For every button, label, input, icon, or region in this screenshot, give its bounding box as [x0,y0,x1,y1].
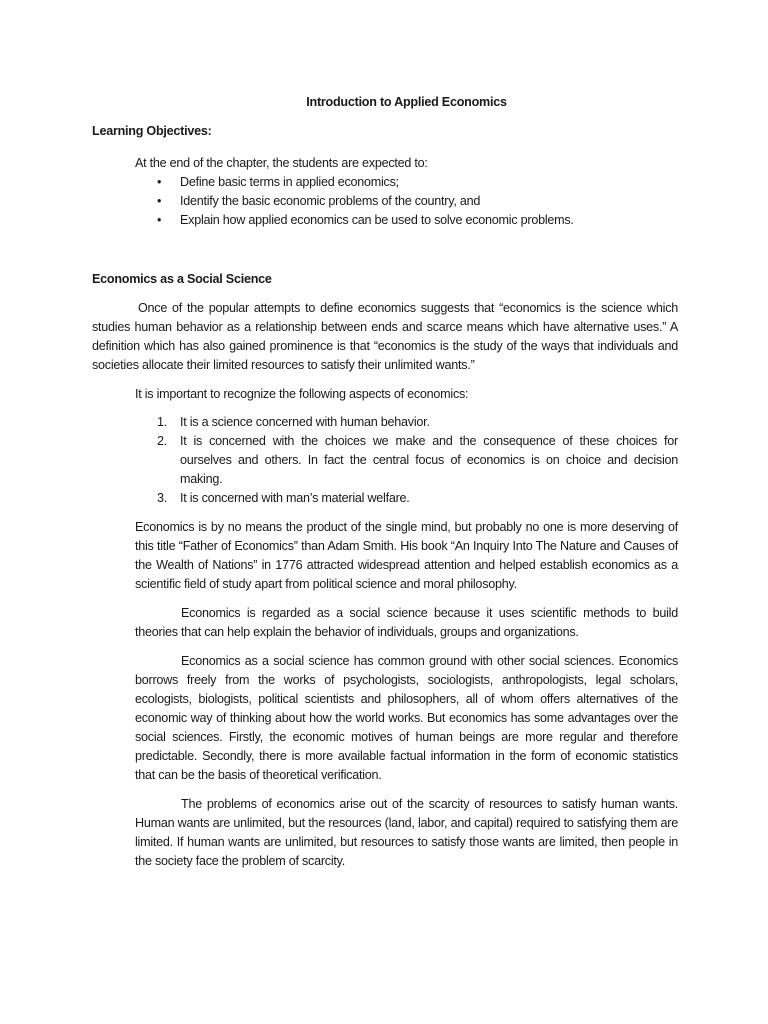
list-item [135,413,678,432]
document-title: Introduction to Applied Economics [306,95,507,109]
list-item-text: Explain how applied economics can be used to solve economic problems. [180,213,574,227]
bullet-icon: • [157,175,162,189]
list-item-text: It is a science concerned with human behavior. [180,415,430,429]
list-item-text: It is concerned with man’s material welfare. [180,491,410,505]
list-item-text: It is concerned with the choices we make and the consequence of these choices for ourselves and others. In fact the central focus of economics is on choice and decision making. [180,434,678,486]
list-item [135,432,678,489]
aspects-intro: It is important to recognize the following aspects of economics: [135,387,469,401]
list-item [135,211,678,230]
paragraph-definition: Once of the popular attempts to define economics suggests that “economics is the science which studies human behavior as a relationship between ends and scarce means which have alternative uses.” A definition which has also gained prominence is that “economics is the study of the ways that individuals and societies allocate their limited resources to satisfy their unlimited wants.” [92,301,678,372]
list-item-text: Identify the basic economic problems of the country, and [180,194,481,208]
learning-objectives-heading: Learning Objectives: [92,124,212,138]
paragraph-scarcity: The problems of economics arise out of the scarcity of resources to satisfy human wants. Human wants are unlimited, but the resources (land, labor, and capital) required to satisfying them are limited. If human wants are unlimited, but resources to satisfy those wants are limited, then people in the society face the problem of scarcity. [135,797,678,868]
aspects-list [135,413,678,508]
bullet-icon: • [157,213,162,227]
paragraph-social-science: Economics is regarded as a social science because it uses scientific methods to build theories that can help explain the behavior of individuals, groups and organizations. [135,606,678,639]
learning-objectives-intro: At the end of the chapter, the students are expected to: [135,156,428,170]
learning-objectives-list [135,173,678,230]
bullet-icon: • [157,194,162,208]
list-number: 3. [157,491,168,505]
paragraph-adam-smith: Economics is by no means the product of the single mind, but probably no one is more deserving of this title “Father of Economics” than Adam Smith. His book “An Inquiry Into The Nature and Causes of the Wealth of Nations” in 1776 attracted widespread attention and helped establish economics as a scientific field of study apart from political science and moral philosophy. [135,520,678,591]
document-body [92,93,678,881]
list-item [135,489,678,508]
list-number: 2. [157,434,168,448]
list-item [135,192,678,211]
list-item-text: Define basic terms in applied economics; [180,175,399,189]
section-heading: Economics as a Social Science [92,272,272,286]
list-number: 1. [157,415,168,429]
paragraph-common-ground: Economics as a social science has common ground with other social sciences. Economics borrows freely from the works of psychologists, sociologists, anthropologists, legal scholars, ecologists, biologists, political scientists and philosophers, all of whom offers alternatives of the economic way of thinking about how the world works. But economics has some advantages over the social sciences. Firstly, the economic motives of human beings are more regular and therefore predictable. Secondly, there is more available factual information in the form of economic statistics that can be the basis of theoretical verification. [135,654,678,782]
list-item [135,173,678,192]
